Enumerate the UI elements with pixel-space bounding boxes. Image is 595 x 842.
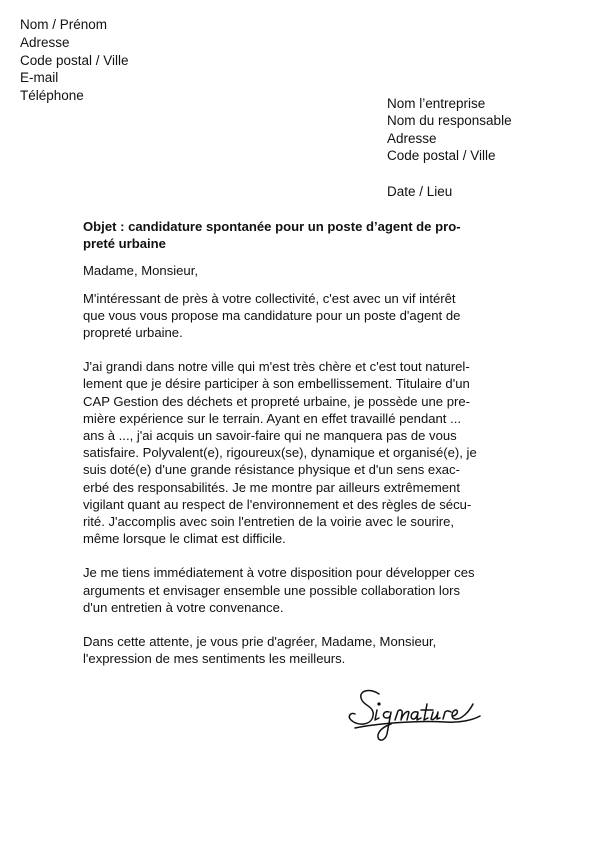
sender-name: Nom / Prénom (20, 17, 108, 32)
text-line: suis doté(e) d'une grande résistance physique et d'un sens exac- (83, 462, 460, 478)
salutation: Madame, Monsieur, (83, 263, 198, 279)
text-line: d'un entretien à votre convenance. (83, 599, 284, 615)
text-line: propreté urbaine. (83, 325, 183, 341)
text-line: rité. J'accomplis avec soin l'entretien de la voirie avec le sourire, (83, 514, 455, 530)
text-line: lement que je désire participer à son embellissement. Titulaire d'un (83, 376, 470, 392)
text-line: que vous vous propose ma candidature pour un poste d'agent de (83, 307, 461, 323)
text-line: l'expression de mes sentiments les meilleurs. (83, 651, 346, 667)
recipient-manager: Nom du responsable (387, 113, 512, 129)
text-line: ans à ..., j'ai acquis un savoir-faire qui ne manquera pas de vous (83, 428, 457, 444)
text-line: même lorsque le climat est difficile. (83, 531, 286, 547)
text-line: M'intéressant de près à votre collectivité, c'est avec un vif intérêt (83, 290, 456, 306)
subject-line-text: Objet : candidature spontanée pour un poste d’agent de pro- (83, 219, 461, 234)
text-line: erbé des responsabilités. Je me montre par ailleurs extrêmement (83, 479, 460, 495)
text-line: Je me tiens immédiatement à votre disposition pour développer ces (83, 565, 475, 581)
sender-phone: Téléphone (20, 88, 84, 104)
text-line: mière expérience sur le terrain. Ayant en effet travaillé pendant ... (83, 410, 461, 426)
text-line: CAP Gestion des déchets et propreté urbaine, je possède une pre- (83, 393, 470, 409)
paragraph-closing (83, 633, 495, 667)
sender-email: E-mail (20, 70, 59, 86)
sender-postal-city: Code postal / Ville (20, 52, 129, 68)
text-line: arguments et envisager ensemble une possible collaboration lors (83, 582, 461, 598)
paragraph-experience (83, 358, 495, 547)
text-line: vigilant quant au respect de l'environnement et des règles de sécu- (83, 496, 472, 512)
date-place: Date / Lieu (387, 184, 453, 199)
text-line: satisfaire. Polyvalent(e), rigoureux(se), dynamique et organisé(e), je (83, 445, 477, 461)
recipient-company: Nom l’entreprise (387, 96, 486, 111)
recipient-block (387, 95, 512, 165)
sender-address: Adresse (20, 34, 70, 50)
letter-body (83, 218, 495, 684)
subject-line-text: preté urbaine (83, 236, 166, 252)
text-line: J'ai grandi dans notre ville qui m'est très chère et c'est tout naturel- (83, 359, 470, 375)
recipient-postal-city: Code postal / Ville (387, 148, 496, 164)
subject-line (83, 218, 495, 252)
paragraph-intro (83, 290, 495, 342)
paragraph-availability (83, 564, 495, 616)
text-line: Dans cette attente, je vous prie d'agréer, Madame, Monsieur, (83, 634, 437, 650)
sender-block (20, 16, 129, 105)
recipient-address: Adresse (387, 130, 437, 146)
handwritten-signature (345, 680, 490, 750)
